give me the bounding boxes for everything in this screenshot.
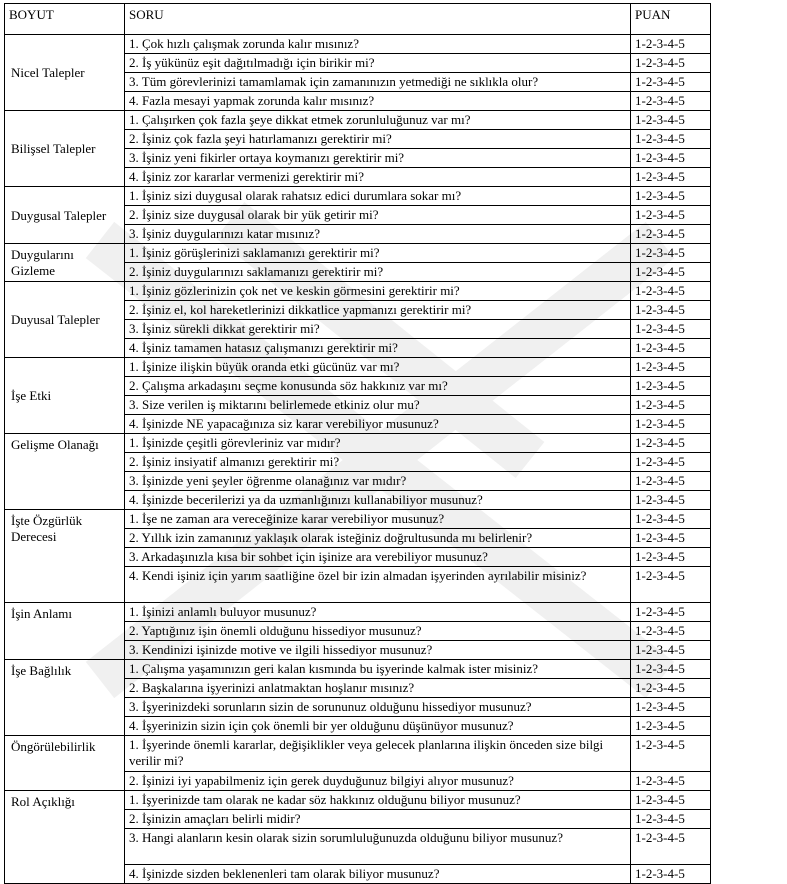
- dimension-cell: Bilişsel Talepler: [5, 111, 125, 187]
- dimension-cell: İşin Anlamı: [5, 603, 125, 660]
- score-cell: 1-2-3-4-5: [631, 111, 711, 130]
- table-row: [5, 660, 711, 679]
- question-cell: 3. İşiniz sürekli dikkat gerektirir mi?: [125, 320, 631, 339]
- score-cell: 1-2-3-4-5: [631, 622, 711, 641]
- question-cell: 1. İşyerinizde tam olarak ne kadar söz hakkınız olduğunu biliyor musunuz?: [125, 791, 631, 810]
- question-cell: 1. Çok hızlı çalışmak zorunda kalır mısınız?: [125, 35, 631, 54]
- table-row: [5, 434, 711, 453]
- score-cell: 1-2-3-4-5: [631, 301, 711, 320]
- score-cell: 1-2-3-4-5: [631, 187, 711, 206]
- header-question: SORU: [125, 4, 631, 35]
- table-body: [5, 35, 711, 884]
- question-cell: 3. İşiniz duygularınızı katar mısınız?: [125, 225, 631, 244]
- score-cell: 1-2-3-4-5: [631, 282, 711, 301]
- question-cell: 2. Yaptığınız işin önemli olduğunu hissediyor musunuz?: [125, 622, 631, 641]
- dimension-cell: Duygularını Gizleme: [5, 244, 125, 282]
- question-cell: 1. İşinizi anlamlı buluyor musunuz?: [125, 603, 631, 622]
- dimension-cell: Rol Açıklığı: [5, 791, 125, 884]
- table-row: [5, 282, 711, 301]
- score-cell: 1-2-3-4-5: [631, 791, 711, 810]
- score-cell: 1-2-3-4-5: [631, 54, 711, 73]
- score-cell: 1-2-3-4-5: [631, 92, 711, 111]
- question-cell: 2. Çalışma arkadaşını seçme konusunda söz hakkınız var mı?: [125, 377, 631, 396]
- question-cell: 3. Hangi alanların kesin olarak sizin sorumluluğunuzda olduğunu biliyor musunuz?: [125, 829, 631, 865]
- score-cell: 1-2-3-4-5: [631, 603, 711, 622]
- dimension-cell: İşte Özgürlük Derecesi: [5, 510, 125, 603]
- question-cell: 2. İşiniz el, kol hareketlerinizi dikkatlice yapmanızı gerektirir mi?: [125, 301, 631, 320]
- score-cell: 1-2-3-4-5: [631, 829, 711, 865]
- question-cell: 1. İşiniz sizi duygusal olarak rahatsız edici durumlara sokar mı?: [125, 187, 631, 206]
- question-cell: 1. İşinize ilişkin büyük oranda etki gücünüz var mı?: [125, 358, 631, 377]
- question-cell: 2. Yıllık izin zamanınız yaklaşık olarak isteğiniz doğrultusunda mı belirlenir?: [125, 529, 631, 548]
- table-row: [5, 358, 711, 377]
- score-cell: 1-2-3-4-5: [631, 717, 711, 736]
- dimension-cell: Duyusal Talepler: [5, 282, 125, 358]
- score-cell: 1-2-3-4-5: [631, 472, 711, 491]
- question-cell: 4. İşinizde NE yapacağınıza siz karar verebiliyor musunuz?: [125, 415, 631, 434]
- question-cell: 3. Tüm görevlerinizi tamamlamak için zamanınızın yetmediği ne sıklıkla olur?: [125, 73, 631, 92]
- score-cell: 1-2-3-4-5: [631, 35, 711, 54]
- dimension-cell: Duygusal Talepler: [5, 187, 125, 244]
- question-cell: 4. İşinizde becerilerizi ya da uzmanlığınızı kullanabiliyor musunuz?: [125, 491, 631, 510]
- question-cell: 2. İşiniz çok fazla şeyi hatırlamanızı gerektirir mi?: [125, 130, 631, 149]
- question-cell: 4. Fazla mesayi yapmak zorunda kalır mısınız?: [125, 92, 631, 111]
- question-cell: 1. Çalışırken çok fazla şeye dikkat etmek zorunluluğunuz var mı?: [125, 111, 631, 130]
- question-cell: 1. İşiniz gözlerinizin çok net ve keskin görmesini gerektirir mi?: [125, 282, 631, 301]
- score-cell: 1-2-3-4-5: [631, 149, 711, 168]
- score-cell: 1-2-3-4-5: [631, 263, 711, 282]
- question-cell: 4. Kendi işiniz için yarım saatliğine özel bir izin almadan işyerinden ayrılabilir misiniz?: [125, 567, 631, 603]
- table-row: [5, 603, 711, 622]
- score-cell: 1-2-3-4-5: [631, 225, 711, 244]
- question-cell: 3. Size verilen iş miktarını belirlemede etkiniz olur mu?: [125, 396, 631, 415]
- question-cell: 1. Çalışma yaşamınızın geri kalan kısmında bu işyerinde kalmak ister misiniz?: [125, 660, 631, 679]
- score-cell: 1-2-3-4-5: [631, 434, 711, 453]
- score-cell: 1-2-3-4-5: [631, 660, 711, 679]
- question-cell: 4. İşiniz tamamen hatasız çalışmanızı gerektirir mi?: [125, 339, 631, 358]
- score-cell: 1-2-3-4-5: [631, 339, 711, 358]
- header-dimension: BOYUT: [5, 4, 125, 35]
- question-cell: 3. Kendinizi işinizde motive ve ilgili hissediyor musunuz?: [125, 641, 631, 660]
- score-cell: 1-2-3-4-5: [631, 772, 711, 791]
- score-cell: 1-2-3-4-5: [631, 679, 711, 698]
- table-row: [5, 791, 711, 810]
- score-cell: 1-2-3-4-5: [631, 641, 711, 660]
- header-score: PUAN: [631, 4, 711, 35]
- question-cell: 2. İşiniz size duygusal olarak bir yük getirir mi?: [125, 206, 631, 225]
- score-cell: 1-2-3-4-5: [631, 244, 711, 263]
- question-cell: 4. İşinizde sizden beklenenleri tam olarak biliyor musunuz?: [125, 865, 631, 884]
- score-cell: 1-2-3-4-5: [631, 698, 711, 717]
- score-cell: 1-2-3-4-5: [631, 320, 711, 339]
- dimension-cell: İşe Bağlılık: [5, 660, 125, 736]
- score-cell: 1-2-3-4-5: [631, 415, 711, 434]
- dimension-cell: İşe Etki: [5, 358, 125, 434]
- table-row: [5, 111, 711, 130]
- score-cell: 1-2-3-4-5: [631, 529, 711, 548]
- score-cell: 1-2-3-4-5: [631, 206, 711, 225]
- question-cell: 3. Arkadaşınızla kısa bir sohbet için işinize ara verebiliyor musunuz?: [125, 548, 631, 567]
- question-cell: 2. İş yükünüz eşit dağıtılmadığı için birikir mi?: [125, 54, 631, 73]
- question-cell: 4. İşyerinizin sizin için çok önemli bir yer olduğunu düşünüyor musunuz?: [125, 717, 631, 736]
- score-cell: 1-2-3-4-5: [631, 73, 711, 92]
- question-cell: 1. İşe ne zaman ara vereceğinize karar verebiliyor musunuz?: [125, 510, 631, 529]
- score-cell: 1-2-3-4-5: [631, 865, 711, 884]
- table-row: [5, 244, 711, 263]
- table-row: [5, 510, 711, 529]
- score-cell: 1-2-3-4-5: [631, 377, 711, 396]
- questionnaire-table: [4, 3, 711, 884]
- question-cell: 4. İşiniz zor kararlar vermenizi gerektirir mi?: [125, 168, 631, 187]
- score-cell: 1-2-3-4-5: [631, 396, 711, 415]
- dimension-cell: Nicel Talepler: [5, 35, 125, 111]
- score-cell: 1-2-3-4-5: [631, 510, 711, 529]
- score-cell: 1-2-3-4-5: [631, 548, 711, 567]
- question-cell: 3. İşiniz yeni fikirler ortaya koymanızı gerektirir mi?: [125, 149, 631, 168]
- score-cell: 1-2-3-4-5: [631, 168, 711, 187]
- table-row: [5, 736, 711, 772]
- table-row: [5, 35, 711, 54]
- question-cell: 2. İşinizi iyi yapabilmeniz için gerek duyduğunuz bilgiyi alıyor musunuz?: [125, 772, 631, 791]
- score-cell: 1-2-3-4-5: [631, 358, 711, 377]
- question-cell: 1. İşiniz görüşlerinizi saklamanızı gerektirir mi?: [125, 244, 631, 263]
- dimension-cell: Gelişme Olanağı: [5, 434, 125, 510]
- question-cell: 2. İşiniz duygularınızı saklamanızı gerektirir mi?: [125, 263, 631, 282]
- question-cell: 3. İşinizde yeni şeyler öğrenme olanağınız var mıdır?: [125, 472, 631, 491]
- question-cell: 1. İşinizde çeşitli görevleriniz var mıdır?: [125, 434, 631, 453]
- question-cell: 2. Başkalarına işyerinizi anlatmaktan hoşlanır mısınız?: [125, 679, 631, 698]
- question-cell: 3. İşyerinizdeki sorunların sizin de sorununuz olduğunu hissediyor musunuz?: [125, 698, 631, 717]
- question-cell: 1. İşyerinde önemli kararlar, değişiklikler veya gelecek planlarına ilişkin önceden size bilgi verilir mi?: [125, 736, 631, 772]
- dimension-cell: Öngörülebilirlik: [5, 736, 125, 791]
- score-cell: 1-2-3-4-5: [631, 491, 711, 510]
- header-row: [5, 4, 711, 35]
- table-row: [5, 187, 711, 206]
- score-cell: 1-2-3-4-5: [631, 453, 711, 472]
- score-cell: 1-2-3-4-5: [631, 130, 711, 149]
- question-cell: 2. İşinizin amaçları belirli midir?: [125, 810, 631, 829]
- score-cell: 1-2-3-4-5: [631, 810, 711, 829]
- score-cell: 1-2-3-4-5: [631, 736, 711, 772]
- question-cell: 2. İşiniz insiyatif almanızı gerektirir mi?: [125, 453, 631, 472]
- score-cell: 1-2-3-4-5: [631, 567, 711, 603]
